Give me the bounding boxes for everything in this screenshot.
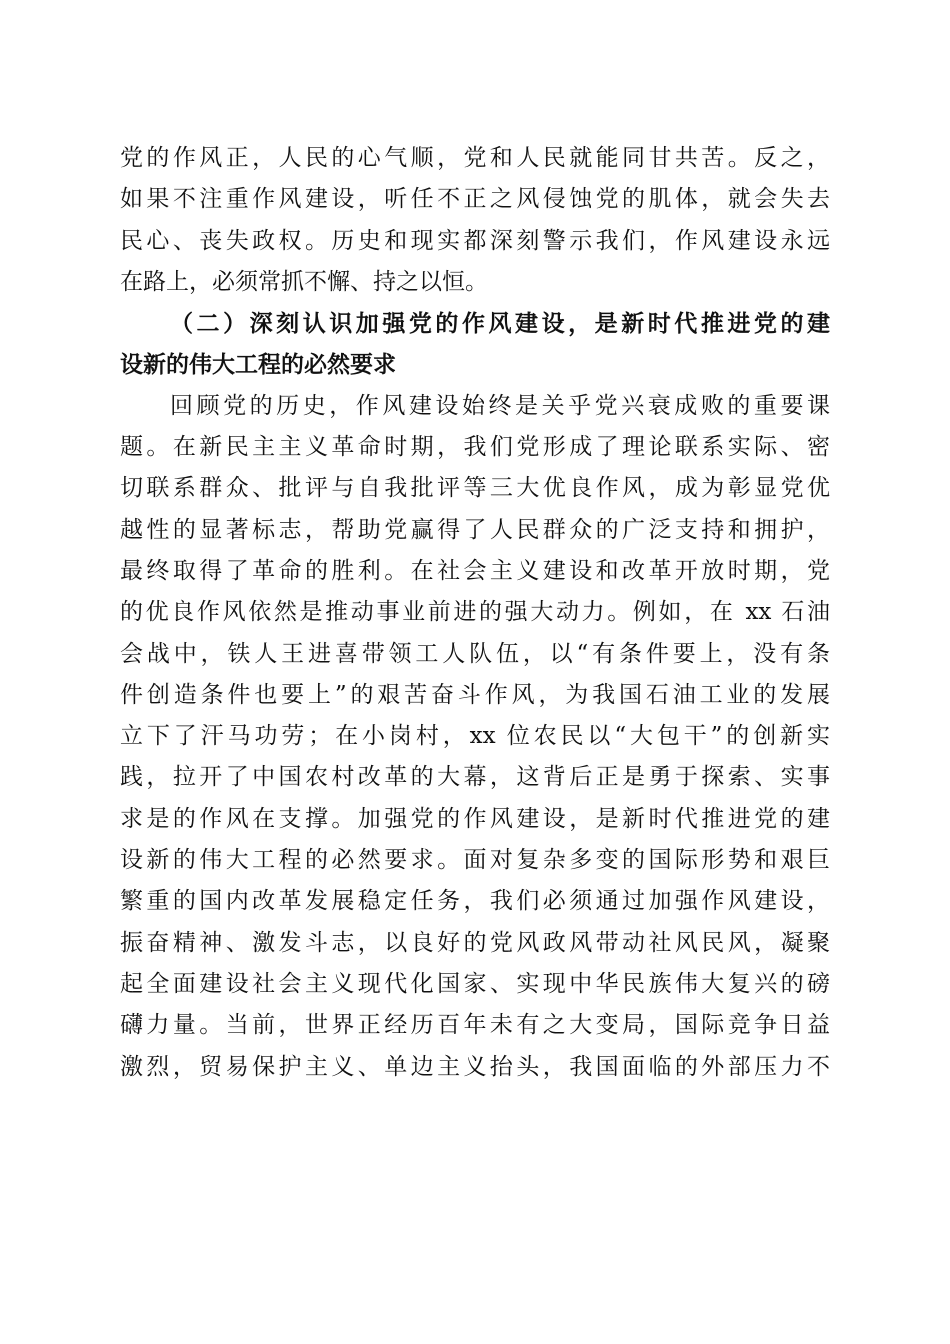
text-line: 最终取得了革命的胜利。在社会主义建设和改革开放时期，党 xyxy=(120,557,830,584)
text-line: 会战中，铁人王进喜带领工人队伍，以“有条件要上，没有条 xyxy=(120,640,830,667)
text-line: 在路上，必须常抓不懈、持之以恒。 xyxy=(120,268,488,295)
text-line: 件创造条件也要上”的艰苦奋斗作风，为我国石油工业的发展 xyxy=(120,681,830,708)
text-line: 振奋精神、激发斗志，以良好的党风政风带动社风民风，凝聚 xyxy=(120,929,830,956)
heading-line: （二）深刻认识加强党的作风建设，是新时代推进党的建 xyxy=(170,310,830,338)
section-heading xyxy=(120,303,830,386)
document-body xyxy=(120,138,830,1088)
text-line: 的优良作风依然是推动事业前进的强大动力。例如，在 xx 石油 xyxy=(120,599,830,626)
heading-line: 设新的伟大工程的必然要求 xyxy=(120,351,396,379)
text-line: 求是的作风在支撑。加强党的作风建设，是新时代推进党的建 xyxy=(120,805,830,832)
text-line: 起全面建设社会主义现代化国家、实现中华民族伟大复兴的磅 xyxy=(120,970,830,997)
text-line: 激烈，贸易保护主义、单边主义抬头，我国面临的外部压力不 xyxy=(120,1053,830,1080)
text-line: 回顾党的历史，作风建设始终是关乎党兴衰成败的重要课 xyxy=(170,392,830,419)
text-line: 切联系群众、批评与自我批评等三大优良作风，成为彰显党优 xyxy=(120,475,830,502)
paragraph-style-conclusion xyxy=(120,138,830,303)
text-line: 民心、丧失政权。历史和现实都深刻警示我们，作风建设永远 xyxy=(120,227,830,254)
text-line: 践，拉开了中国农村改革的大幕，这背后正是勇于探索、实事 xyxy=(120,764,830,791)
text-line: 题。在新民主主义革命时期，我们党形成了理论联系实际、密 xyxy=(120,434,830,461)
text-line: 礴力量。当前，世界正经历百年未有之大变局，国际竞争日益 xyxy=(120,1012,830,1039)
text-line: 立下了汗马功劳；在小岗村，xx 位农民以“大包干”的创新实 xyxy=(120,723,830,750)
text-line: 越性的显著标志，帮助党赢得了人民群众的广泛支持和拥护， xyxy=(120,516,830,543)
paragraph-history xyxy=(120,386,830,1088)
text-line: 繁重的国内改革发展稳定任务，我们必须通过加强作风建设， xyxy=(120,888,830,915)
text-line: 设新的伟大工程的必然要求。面对复杂多变的国际形势和艰巨 xyxy=(120,847,830,874)
text-line: 党的作风正，人民的心气顺，党和人民就能同甘共苦。反之， xyxy=(120,145,830,171)
text-line: 如果不注重作风建设，听任不正之风侵蚀党的肌体，就会失去 xyxy=(120,186,830,213)
